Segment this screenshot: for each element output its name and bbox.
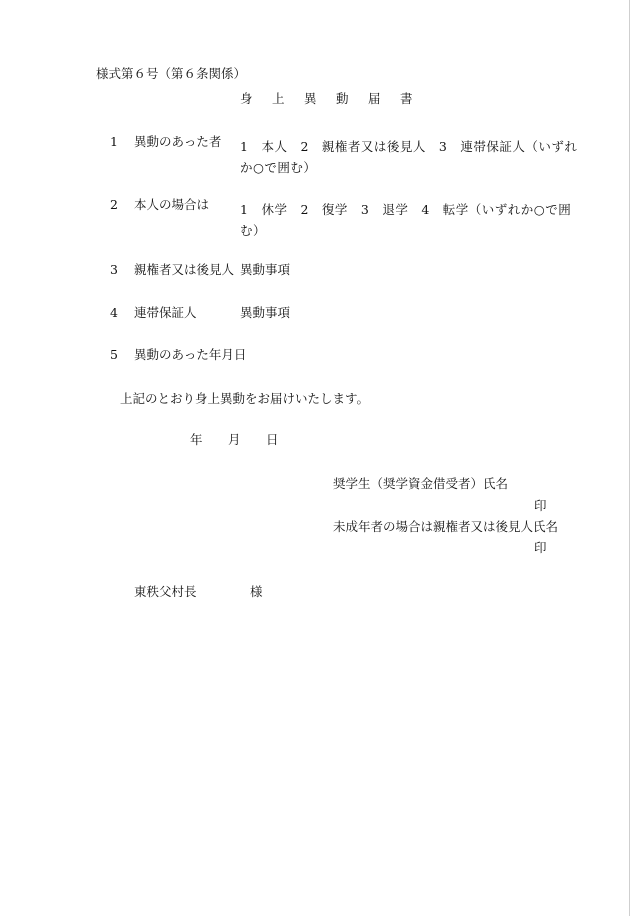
item-1-number: 1 [110,134,118,149]
title-char-4: 動 [336,91,349,106]
statement-text: 上記のとおり身上異動をお届けいたします。 [120,391,370,406]
item-2-label: 本人の場合は [134,197,210,212]
item-5-label: 異動のあった年月日 [134,347,247,362]
seal-mark-2: 印 [534,540,547,555]
title-char-5: 届 [368,91,381,106]
item-4-content: 異動事項 [240,305,291,320]
title-char-3: 異 [304,91,317,106]
addressee-honorific: 様 [250,584,263,599]
addressee-name: 東秩父村長 [134,584,197,599]
item-4-number: 4 [110,305,118,320]
item-3-number: 3 [110,262,118,277]
date-day: 日 [266,432,279,447]
guardian-name-label: 未成年者の場合は親権者又は後見人氏名 [333,519,559,534]
item-3-content: 異動事項 [240,262,291,277]
date-month: 月 [228,432,241,447]
item-4-label: 連帯保証人 [134,305,197,320]
title-char-1: 身 [240,91,253,106]
form-number-label: 様式第６号（第６条関係） [96,66,247,81]
item-2-number: 2 [110,197,118,212]
item-3-label: 親権者又は後見人 [134,262,235,277]
date-line [190,434,279,447]
item-1-label: 異動のあった者 [134,134,222,149]
item-2-content: 1 休学 2 復学 3 退学 4 転学（いずれか○で囲む） [240,202,572,238]
date-year: 年 [190,432,203,447]
scholar-name-label: 奨学生（奨学資金借受者）氏名 [333,476,509,491]
title-char-2: 上 [272,91,285,106]
title-char-6: 書 [400,91,413,106]
seal-mark-1: 印 [534,498,547,513]
item-5-number: 5 [110,347,118,362]
item-1-content: 1 本人 2 親権者又は後見人 3 連帯保証人（いずれか○で囲む） [240,139,578,175]
document-title [240,93,432,106]
